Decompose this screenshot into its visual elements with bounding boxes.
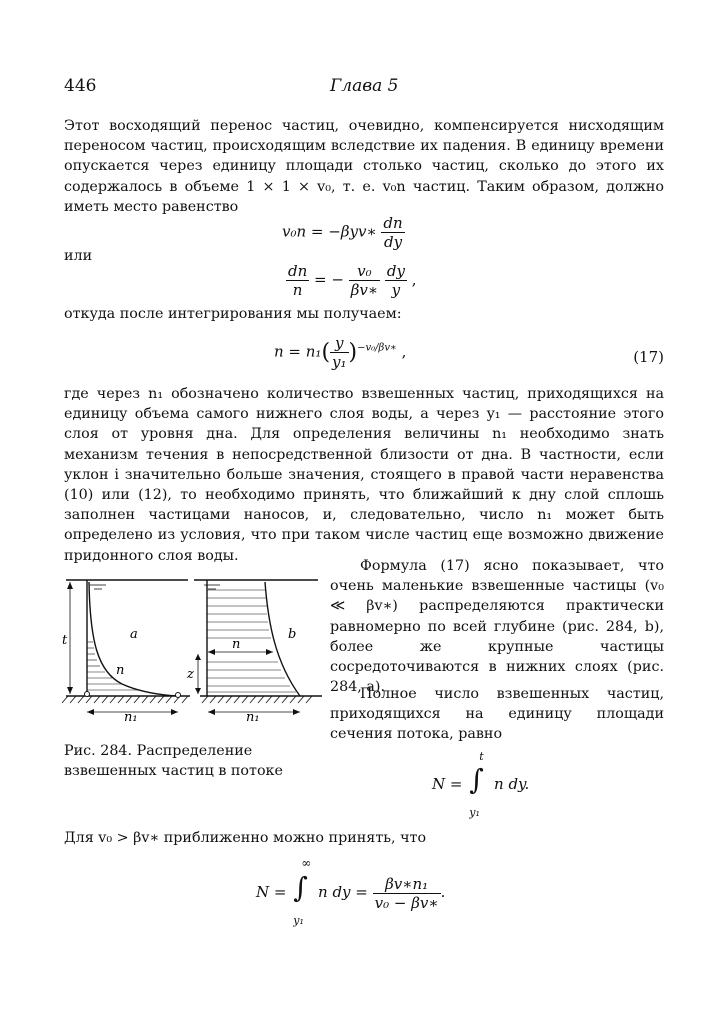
label-n1-right: n₁ (246, 710, 260, 725)
paragraph-2: откуда после интегрирования мы получаем: (64, 306, 402, 322)
label-n1-left: n₁ (124, 710, 138, 725)
eq5-upper-limit: ∞ (301, 856, 312, 870)
label-n-right: n (232, 637, 241, 652)
eq2-frac3 (385, 262, 407, 299)
eq2-frac1 (286, 262, 309, 299)
figure-b (186, 580, 322, 725)
eq5-lower-limit: y₁ (293, 914, 304, 927)
eq4-upper-limit: t (479, 750, 484, 763)
label-n: n (116, 663, 125, 678)
eq1-num: dn (383, 214, 403, 232)
figure-a (62, 580, 190, 725)
equation-17: n = n₁( $\frac{y}{\text{y₁}}$ )$^{-v_0/\beta v∗}$ , (274, 334, 407, 371)
eq4-lhs: N = (432, 775, 463, 793)
eq4-body: n dy. (494, 775, 530, 793)
figure-caption: Рис. 284. Распределение взвешенных частиц в потоке (64, 743, 283, 780)
page-number: 446 (64, 76, 97, 96)
eq2-equals: = − (314, 270, 344, 289)
label-a: a (130, 627, 138, 642)
label-b: b (288, 627, 297, 642)
figure-284 (60, 572, 322, 732)
eq2-frac2 (349, 262, 380, 299)
eq5-period: . (440, 883, 446, 901)
eq4-lower-limit: y₁ (469, 806, 480, 819)
label-z: z (187, 667, 194, 682)
eq3-den: y₁ (332, 353, 347, 371)
equation-N-2 (256, 856, 446, 927)
eq5-integral (291, 856, 313, 927)
integral-sign-2: ∫ (293, 871, 308, 904)
integral-sign: ∫ (469, 763, 484, 796)
eq2-num3: dy (386, 262, 405, 280)
eq2-den3: y (391, 281, 401, 299)
eq1-lhs: v₀n = −βyv∗ (282, 222, 377, 241)
word-or: или (64, 248, 93, 264)
eq3-exponent: −v₀/βv∗ (357, 342, 397, 354)
eq2-num1: dn (288, 262, 308, 280)
paragraph-4: Для v₀ > βv∗ приближенно можно принять, что (64, 830, 427, 846)
paragraph-1: Этот восходящий перенос частиц, очевидно, компенсируется нисходящим переносом частиц, происходящим вследствие их падения. В единицу времени опускается через единицу площади столько частиц, сколько до этого их содержалось в объеме 1 × 1 × v₀, т. е. v₀n частиц. Таким образом, должно иметь место равенство (64, 118, 664, 215)
eq5-fraction (373, 875, 441, 912)
eq5-lhs: N = (256, 883, 287, 901)
eq2-den2: βv∗ (350, 281, 379, 299)
right-paragraph-1: Формула (17) ясно показывает, что очень маленькие взвешенные частицы (v₀ ≪ βv∗) распределяются практически равномерно по всей глубине (рис. 284, b), более же крупные частицы сосредоточиваются в нижних слоях (рис. 284, a). (330, 558, 664, 696)
eq5-num: βv∗n₁ (373, 875, 441, 894)
eq1-den: dy (384, 233, 403, 251)
eq2-num2: v₀ (349, 262, 380, 281)
equation-N-1 (432, 750, 530, 819)
paragraph-3: где через n₁ обозначено количество взвешенных частиц, приходящихся на единицу объема самого нижнего слоя воды, а через y₁ — расстояние этого слоя от уровня дна. Для определения величины n₁ необходимо знать механизм течения в непосредственной близости от дна. В частности, если уклон i значительно больше значения, стоящего в правой части неравенства (10) или (12), то необходимо принять, что ближайший к дну слой сплошь заполнен частицами наносов, и, следовательно, число n₁ может быть определено из условия, что при таком числе частиц еще возможно движение придонного слоя воды. (64, 386, 664, 564)
eq3-fraction (330, 334, 349, 371)
eq3-comma: , (401, 342, 407, 361)
eq2-den1: n (292, 281, 303, 299)
label-t: t (62, 633, 68, 648)
eq3-lhs: n = n₁ (274, 342, 322, 361)
eq5-den: v₀ − βv∗ (374, 893, 439, 912)
eq2-comma: , (411, 270, 417, 289)
right-paragraph-2: Полное число взвешенных частиц, приходящихся на единицу площади сечения потока, равно (330, 686, 664, 743)
eq3-num: y (330, 334, 349, 353)
equation-2 (286, 262, 417, 299)
eq5-body: n dy = (318, 883, 368, 901)
equation-number: (17) (633, 348, 664, 366)
eq4-integral (467, 750, 489, 819)
chapter-title: Глава 5 (330, 76, 399, 96)
